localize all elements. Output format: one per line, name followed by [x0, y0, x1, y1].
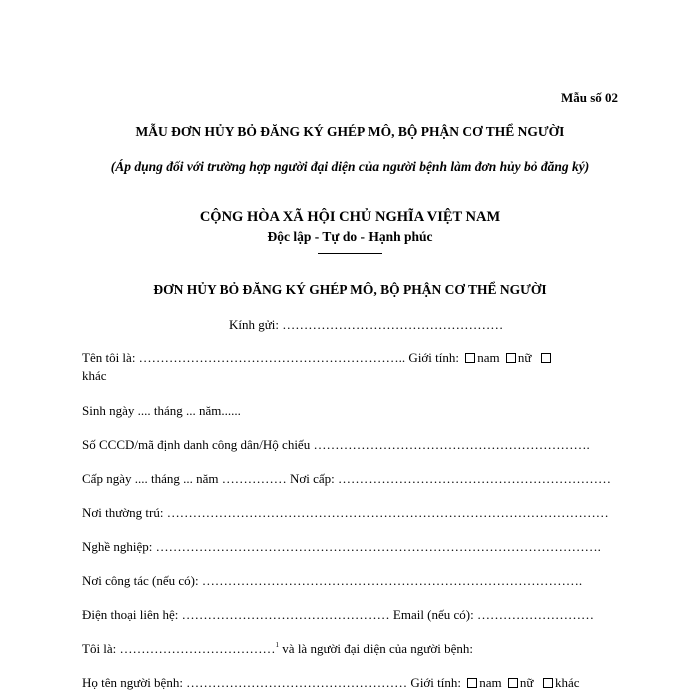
- issue-line[interactable]: Cấp ngày .... tháng ... năm …………… Nơi cấp: ………………………………………………………: [82, 471, 612, 486]
- patient-line[interactable]: [82, 675, 580, 691]
- birth-line[interactable]: Sinh ngày .... tháng ... năm......: [82, 403, 241, 418]
- phone-line[interactable]: Điện thoại liên hệ: ………………………………………… Email (nếu có): ………………………: [82, 607, 594, 622]
- form-subtitle: (Áp dụng đối với trường hợp người đại diện của người bệnh làm đơn hủy bỏ đăng ký): [110, 159, 590, 174]
- form-number: Mẫu số 02: [560, 90, 618, 105]
- form-title: MẪU ĐƠN HỦY BỎ ĐĂNG KÝ GHÉP MÔ, BỘ PHẬN CƠ THỂ NGƯỜI: [135, 124, 565, 139]
- patient-male-checkbox[interactable]: [467, 678, 477, 688]
- residence-line[interactable]: Nơi thường trú: …………………………………………………………………………………………: [82, 505, 609, 520]
- name-label: Tên tôi là: …………………………………………………….. Giới tính:: [82, 350, 459, 365]
- patient-male-label: nam: [479, 675, 502, 690]
- gender-female-label: nữ: [517, 350, 532, 365]
- document-title: ĐƠN HỦY BỎ ĐĂNG KÝ GHÉP MÔ, BỘ PHẬN CƠ THỂ NGƯỜI: [153, 282, 547, 297]
- national-title: CỘNG HÒA XÃ HỘI CHỦ NGHĨA VIỆT NAM: [199, 209, 501, 225]
- relation-prefix: Tôi là: ………………………………: [82, 641, 276, 656]
- gender-male-label: nam: [477, 350, 500, 365]
- patient-female-checkbox[interactable]: [508, 678, 518, 688]
- occupation-line[interactable]: Nghề nghiệp: ………………………………………………………………………………………….: [82, 539, 601, 554]
- gender-male-checkbox[interactable]: [465, 353, 475, 363]
- gender-other-checkbox[interactable]: [541, 353, 551, 363]
- patient-female-label: nữ: [519, 675, 534, 690]
- recipient-line[interactable]: Kính gửi: ……………………………………………: [229, 317, 504, 332]
- motto-underline: [318, 253, 382, 254]
- patient-other-checkbox[interactable]: [543, 678, 553, 688]
- gender-other-label: khác: [82, 368, 107, 383]
- workplace-line[interactable]: Nơi công tác (nếu có): …………………………………………………………………………….: [82, 573, 583, 588]
- relation-line[interactable]: [82, 641, 473, 657]
- footnote-mark: 1: [275, 641, 280, 649]
- patient-other-label: khác: [554, 675, 580, 690]
- name-line[interactable]: [82, 350, 553, 366]
- national-motto: Độc lập - Tự do - Hạnh phúc: [267, 229, 433, 244]
- id-number-line[interactable]: Số CCCD/mã định danh công dân/Hộ chiếu ……………………………………………………….: [82, 437, 590, 452]
- gender-female-checkbox[interactable]: [506, 353, 516, 363]
- patient-name-label: Họ tên người bệnh: …………………………………………… Giới tính:: [82, 675, 462, 690]
- relation-suffix: và là người đại diện của người bệnh:: [282, 641, 473, 656]
